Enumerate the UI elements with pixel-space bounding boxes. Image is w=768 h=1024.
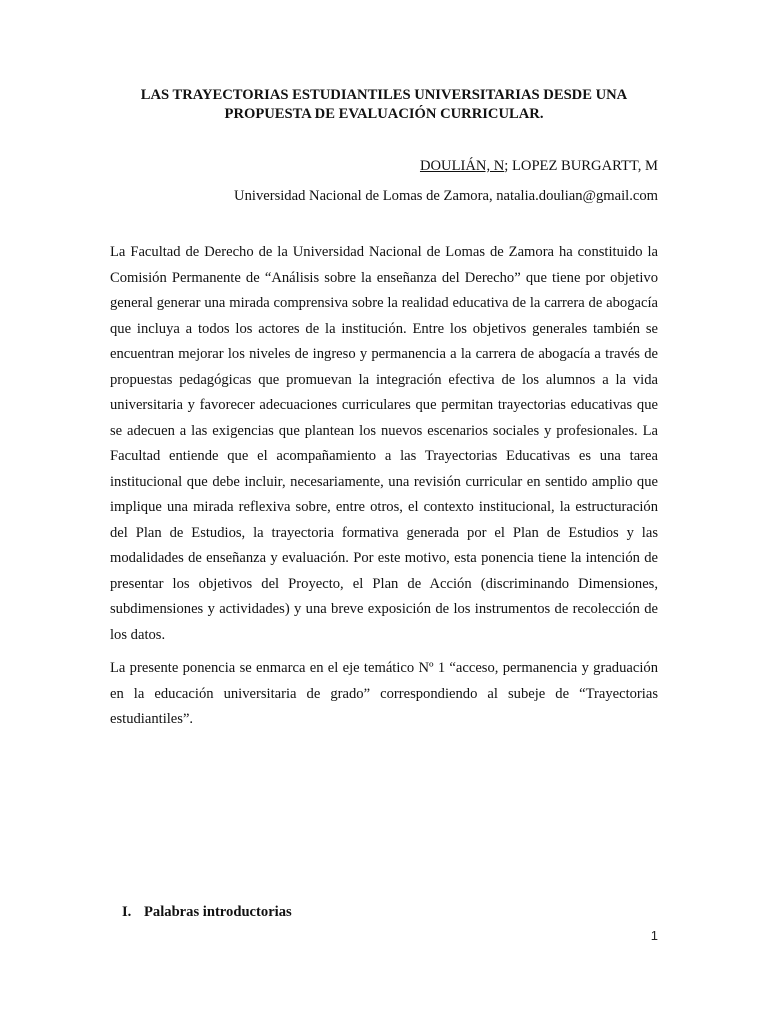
authors-line <box>420 157 658 176</box>
document-title: LAS TRAYECTORIAS ESTUDIANTILES UNIVERSITARIAS DESDE UNA PROPUESTA DE EVALUACIÓN CURRICULAR. <box>140 87 628 122</box>
co-authors: ; LOPEZ BURGARTT, M <box>504 158 658 174</box>
abstract-paragraph-2: La presente ponencia se enmarca en el eje temático Nº 1 “acceso, permanencia y graduación en la educación universitaria de grado” correspondiendo al subeje de “Trayectorias estudiantiles”. <box>110 660 658 727</box>
section-number: I. <box>122 904 132 920</box>
abstract-paragraph-1: La Facultad de Derecho de la Universidad Nacional de Lomas de Zamora ha constituido la Comisión Permanente de “Análisis sobre la enseñanza del Derecho” que tiene por objetivo general generar una mirada comprensiva sobre la realidad educativa de la carrera de abogacía que incluya a todos los actores de la institución. Entre los objetivos generales también se encuentran mejorar los niveles de ingreso y permanencia a la carrera de abogacía a través de propuestas pedagógicas que promuevan la integración efectiva de los alumnos a la vida universitaria y favorecer adecuaciones curriculares que permitan trayectorias educativas que se adecuen a las exigencias que plantean los nuevos escenarios sociales y profesionales. La Facultad entiende que el acompañamiento a las Trayectorias Educativas es una tarea institucional que debe incluir, necesariamente, una revisión curricular en sentido amplio que implique una mirada reflexiva sobre, entre otros, el contexto institucional, la estructuración del Plan de Estudios, la trayectoria formativa generada por el Plan de Estudios y las modalidades de enseñanza y evaluación. Por este motivo, esta ponencia tiene la intención de presentar los objetivos del Proyecto, el Plan de Acción (discriminando Dimensiones, subdimensiones y actividades) y una breve exposición de los instrumentos de recolección de los datos. <box>110 244 658 643</box>
section-heading <box>122 903 292 922</box>
section-title: Palabras introductorias <box>144 904 292 920</box>
affiliation: Universidad Nacional de Lomas de Zamora, natalia.doulian@gmail.com <box>234 188 658 204</box>
first-author: DOULIÁN, N <box>419 158 505 174</box>
page-number: 1 <box>650 928 658 943</box>
abstract <box>110 240 658 733</box>
